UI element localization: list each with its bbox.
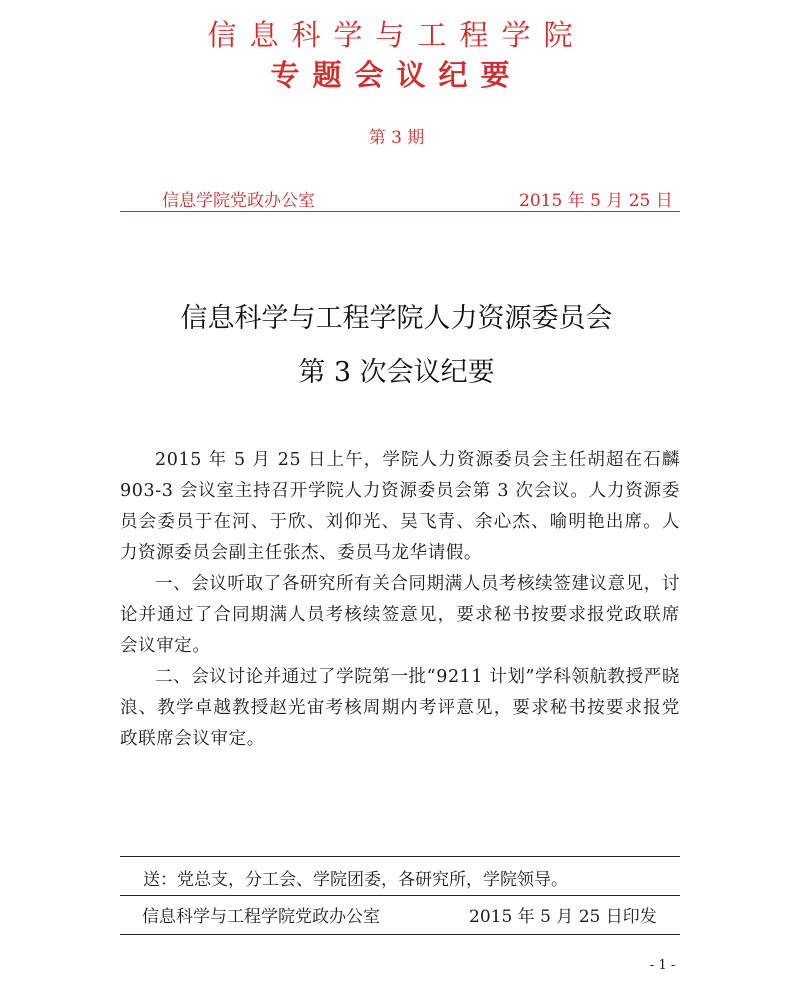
- distribution-list: 送：党总支，分工会、学院团委，各研究所，学院领导。: [143, 870, 568, 890]
- minutes-body: [120, 445, 680, 755]
- footer-issuer: 信息科学与工程学院党政办公室: [142, 907, 380, 927]
- header-date: 2015 年 5 月 25 日: [519, 191, 673, 211]
- document-type-title: 专题会议纪要: [270, 58, 523, 92]
- meeting-title-line1: 信息科学与工程学院人力资源委员会: [180, 303, 613, 334]
- paragraph-item-2: 二、会议讨论并通过了学院第一批“9211 计划”学科领航教授严晓浪、教学卓越教授赵光宙考核周期内考评意见，要求秘书按要求报党政联席会议审定。: [120, 667, 680, 749]
- issue-number: 第 3 期: [368, 128, 425, 148]
- paragraph-attendance: 2015 年 5 月 25 日上午，学院人力资源委员会主任胡超在石麟 903-3 会议室主持召开学院人力资源委员会第 3 次会议。人力资源委员会委员于在河、于欣、刘仰光、吴飞青、余心杰、喻明艳出席。人力资源委员会副主任张杰、委员马龙华请假。: [120, 450, 680, 563]
- footer-bottom-rule: [120, 934, 680, 935]
- footer-middle-rule: [120, 895, 680, 896]
- footer-top-rule: [120, 856, 680, 857]
- red-divider: [120, 211, 680, 212]
- paragraph-item-1: 一、会议听取了各研究所有关合同期满人员考核续签建议意见，讨论并通过了合同期满人员考核续签意见，要求秘书按要求报党政联席会议审定。: [120, 574, 680, 656]
- page-number: - 1 -: [650, 958, 676, 973]
- meeting-title-line2: 第 3 次会议纪要: [298, 357, 495, 388]
- footer-issue-date: 2015 年 5 月 25 日印发: [469, 907, 657, 927]
- institution-name: 信息科学与工程学院: [207, 18, 586, 52]
- issuing-office: 信息学院党政办公室: [162, 191, 315, 211]
